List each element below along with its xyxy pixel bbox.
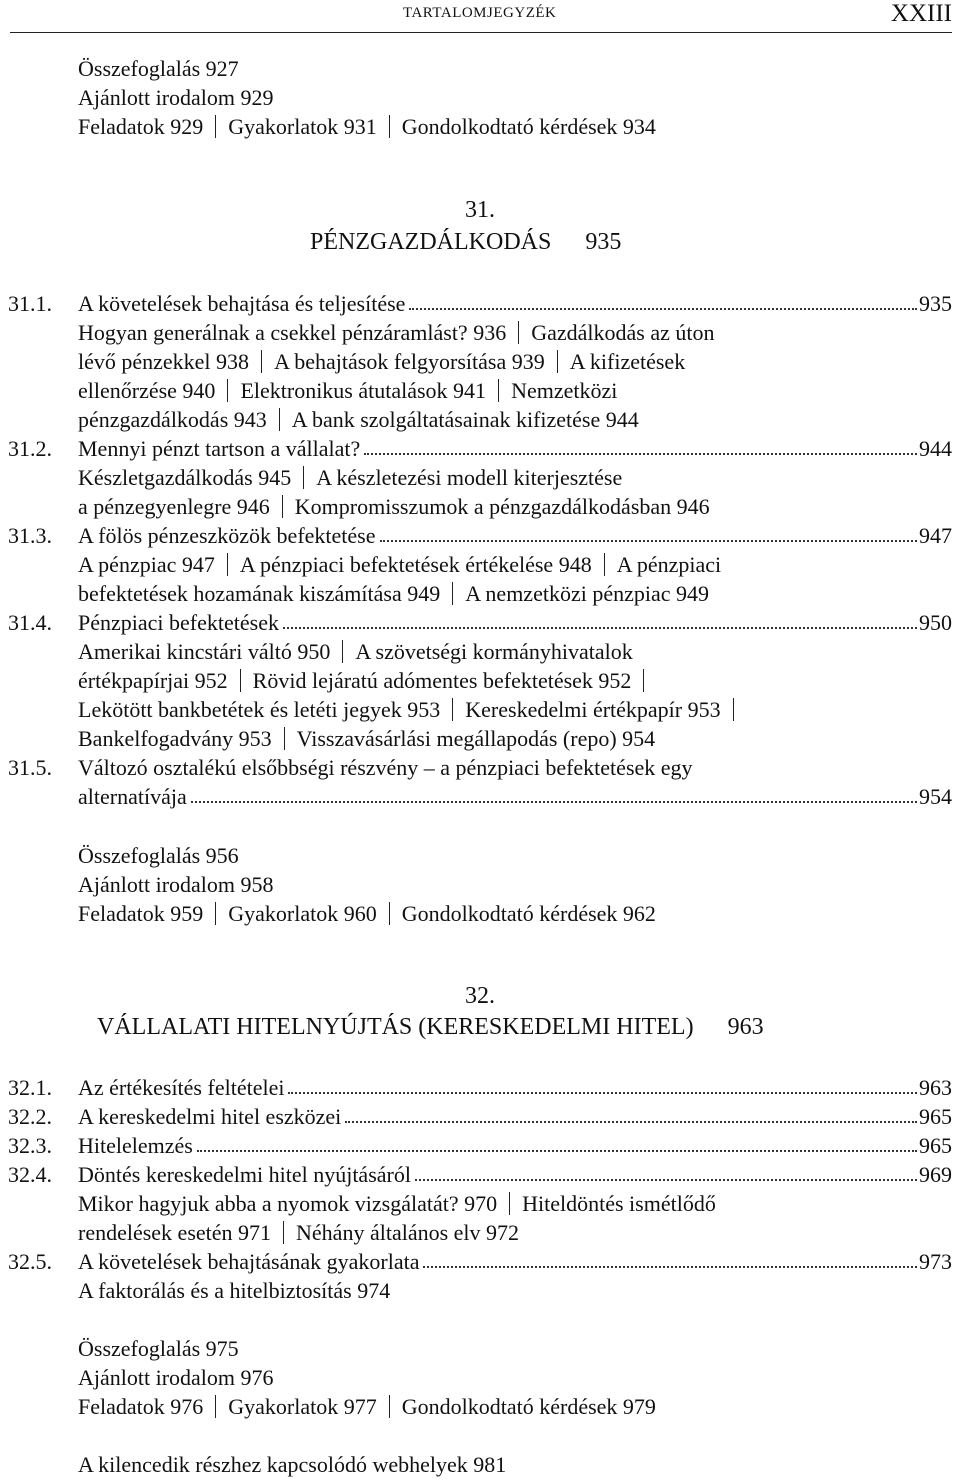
chapter-title bbox=[310, 229, 621, 256]
reading-line: Ajánlott irodalom 976 bbox=[78, 1365, 274, 1390]
subtopics-line bbox=[78, 1189, 716, 1218]
section-title: Az értékesítés feltételei bbox=[78, 1075, 285, 1100]
subtopic: rendelések esetén 971 bbox=[78, 1220, 272, 1245]
subtopic: Gazdálkodás az úton bbox=[531, 320, 715, 345]
separator bbox=[509, 1192, 510, 1215]
chapter-number: 31. bbox=[465, 197, 495, 223]
dot-leader bbox=[380, 521, 918, 542]
dot-leader bbox=[409, 289, 917, 310]
subtopics-line bbox=[78, 666, 656, 695]
exercises-line bbox=[78, 1392, 656, 1421]
dot-leader bbox=[415, 1160, 917, 1181]
subtopic: Lekötött bankbetétek és letéti jegyek 953 bbox=[78, 697, 441, 722]
separator bbox=[303, 466, 304, 489]
questions: Gondolkodtató kérdések 934 bbox=[401, 114, 656, 139]
subtopic: A pénzpiaci bbox=[616, 552, 722, 577]
dot-leader bbox=[191, 782, 917, 803]
separator bbox=[498, 379, 499, 402]
questions: Gondolkodtató kérdések 979 bbox=[401, 1394, 656, 1419]
page-number: XXIII bbox=[890, 0, 952, 27]
header-rule bbox=[10, 32, 952, 33]
chapter-title-text: PÉNZGAZDÁLKODÁS bbox=[310, 229, 552, 255]
section-title: Változó osztalékú elsőbbségi részvény – a pénzpiaci befektetések egy bbox=[78, 755, 693, 780]
dot-leader bbox=[423, 1247, 917, 1268]
dot-leader bbox=[345, 1102, 917, 1123]
toc-entry-31-4[interactable] bbox=[8, 608, 952, 637]
section-page: 973 bbox=[919, 1249, 952, 1274]
subtopics-line: A faktorálás és a hitelbiztosítás 974 bbox=[78, 1278, 391, 1303]
separator bbox=[282, 495, 283, 518]
subtopics-line bbox=[78, 579, 709, 608]
subtopics-line bbox=[78, 550, 721, 579]
subtopic: A készletezési modell kiterjesztése bbox=[316, 465, 623, 490]
subtopics-line bbox=[78, 1218, 519, 1247]
subtopics-line bbox=[78, 347, 685, 376]
practice: Gyakorlatok 931 bbox=[228, 114, 377, 139]
subtopic: ellenőrzése 940 bbox=[78, 378, 216, 403]
toc-entry-32-3[interactable] bbox=[8, 1131, 952, 1160]
separator bbox=[283, 1221, 284, 1244]
toc-entry-32-1[interactable] bbox=[8, 1073, 952, 1102]
chapter-number: 32. bbox=[465, 983, 495, 1009]
separator bbox=[342, 640, 343, 663]
separator bbox=[604, 553, 605, 576]
exercises: Feladatok 929 bbox=[78, 114, 204, 139]
section-title: A követelések behajtásának gyakorlata bbox=[78, 1249, 420, 1274]
toc-entry-32-2[interactable] bbox=[8, 1102, 952, 1131]
separator bbox=[240, 669, 241, 692]
section-title: A követelések behajtása és teljesítése bbox=[78, 291, 406, 316]
chapter-page: 963 bbox=[727, 1014, 764, 1040]
separator bbox=[518, 321, 519, 344]
subtopic: A pénzpiaci befektetések értékelése 948 bbox=[239, 552, 592, 577]
summary-line: Összefoglalás 956 bbox=[78, 843, 239, 868]
section-number: 31.2. bbox=[8, 436, 52, 461]
subtopics-line bbox=[78, 724, 655, 753]
subtopic: Nemzetközi bbox=[511, 378, 618, 403]
separator bbox=[389, 115, 390, 138]
chapter-page: 935 bbox=[585, 229, 622, 255]
subtopic: Kereskedelmi értékpapír 953 bbox=[465, 697, 721, 722]
subtopic: Visszavásárlási megállapodás (repo) 954 bbox=[296, 726, 656, 751]
subtopic: A kifizetések bbox=[569, 349, 686, 374]
separator bbox=[215, 902, 216, 925]
running-title: TARTALOMJEGYZÉK bbox=[403, 5, 557, 21]
toc-entry-31-3[interactable] bbox=[8, 521, 952, 550]
section-title: A fölös pénzeszközök befektetése bbox=[78, 523, 376, 548]
reading-line: Ajánlott irodalom 958 bbox=[78, 872, 274, 897]
section-page: 950 bbox=[919, 610, 952, 635]
exercises-line bbox=[78, 112, 656, 141]
separator bbox=[215, 115, 216, 138]
subtopic: lévő pénzekkel 938 bbox=[78, 349, 250, 374]
section-number: 32.2. bbox=[8, 1104, 52, 1129]
section-number: 31.3. bbox=[8, 523, 52, 548]
separator bbox=[557, 350, 558, 373]
websites-line: A kilencedik részhez kapcsolódó webhelyek 981 bbox=[78, 1452, 507, 1477]
questions: Gondolkodtató kérdések 962 bbox=[401, 901, 656, 926]
separator bbox=[227, 379, 228, 402]
section-page: 947 bbox=[919, 523, 952, 548]
section-number: 31.5. bbox=[8, 755, 52, 780]
subtopic: pénzgazdálkodás 943 bbox=[78, 407, 267, 432]
toc-entry-32-5[interactable] bbox=[8, 1247, 952, 1276]
subtopic: A szövetségi kormányhivatalok bbox=[355, 639, 633, 664]
subtopic: Elektronikus átutalások 941 bbox=[240, 378, 487, 403]
subtopics-line bbox=[78, 318, 714, 347]
exercises: Feladatok 959 bbox=[78, 901, 204, 926]
section-title: A kereskedelmi hitel eszközei bbox=[78, 1104, 342, 1129]
section-page: 944 bbox=[919, 436, 952, 461]
exercises-line bbox=[78, 899, 656, 928]
section-page: 969 bbox=[919, 1162, 952, 1187]
subtopics-line bbox=[78, 637, 633, 666]
toc-entry-31-2[interactable] bbox=[8, 434, 952, 463]
separator bbox=[452, 698, 453, 721]
section-page: 935 bbox=[919, 291, 952, 316]
section-number: 32.4. bbox=[8, 1162, 52, 1187]
subtopic: A behajtások felgyorsítása 939 bbox=[274, 349, 545, 374]
dot-leader bbox=[197, 1131, 917, 1152]
subtopic: értékpapírjai 952 bbox=[78, 668, 228, 693]
toc-entry-31-5-cont[interactable] bbox=[78, 782, 952, 811]
subtopic: befektetések hozamának kiszámítása 949 bbox=[78, 581, 441, 606]
section-number: 31.1. bbox=[8, 291, 52, 316]
separator bbox=[284, 727, 285, 750]
section-number: 32.3. bbox=[8, 1133, 52, 1158]
practice: Gyakorlatok 960 bbox=[228, 901, 377, 926]
page-header bbox=[0, 0, 960, 34]
subtopics-line bbox=[78, 405, 639, 434]
subtopics-line bbox=[78, 492, 710, 521]
toc-entry-31-1[interactable] bbox=[8, 289, 952, 318]
section-number: 32.1. bbox=[8, 1075, 52, 1100]
separator bbox=[389, 1395, 390, 1418]
subtopic: Készletgazdálkodás 945 bbox=[78, 465, 292, 490]
subtopic: Hogyan generálnak a csekkel pénzáramlást? 936 bbox=[78, 320, 507, 345]
dot-leader bbox=[288, 1073, 917, 1094]
section-number: 31.4. bbox=[8, 610, 52, 635]
subtopic: A bank szolgáltatásainak kifizetése 944 bbox=[291, 407, 639, 432]
section-page: 963 bbox=[919, 1075, 952, 1100]
section-page: 954 bbox=[919, 784, 952, 809]
separator bbox=[643, 669, 644, 692]
section-title: Mennyi pénzt tartson a vállalat? bbox=[78, 436, 361, 461]
summary-line: Összefoglalás 927 bbox=[78, 56, 239, 81]
subtopic: a pénzegyenlegre 946 bbox=[78, 494, 270, 519]
subtopic: Kompromisszumok a pénzgazdálkodásban 946 bbox=[294, 494, 710, 519]
summary-line: Összefoglalás 975 bbox=[78, 1336, 239, 1361]
subtopic: Hiteldöntés ismétlődő bbox=[522, 1191, 716, 1216]
separator bbox=[733, 698, 734, 721]
toc-entry-31-5[interactable] bbox=[8, 753, 952, 782]
separator bbox=[279, 408, 280, 431]
subtopics-line bbox=[78, 463, 622, 492]
subtopic: Rövid lejáratú adómentes befektetések 952 bbox=[252, 668, 632, 693]
chapter-title bbox=[97, 1014, 764, 1041]
subtopic: A nemzetközi pénzpiac 949 bbox=[465, 581, 709, 606]
toc-entry-32-4[interactable] bbox=[8, 1160, 952, 1189]
dot-leader bbox=[283, 608, 917, 629]
reading-line: Ajánlott irodalom 929 bbox=[78, 85, 274, 110]
separator bbox=[261, 350, 262, 373]
exercises: Feladatok 976 bbox=[78, 1394, 204, 1419]
subtopic: A pénzpiac 947 bbox=[78, 552, 215, 577]
dot-leader bbox=[364, 434, 917, 455]
section-page: 965 bbox=[919, 1133, 952, 1158]
section-title-cont: alternatívája bbox=[78, 784, 187, 809]
section-title: Pénzpiaci befektetések bbox=[78, 610, 279, 635]
subtopic: Néhány általános elv 972 bbox=[296, 1220, 520, 1245]
separator bbox=[227, 553, 228, 576]
chapter-title-text: VÁLLALATI HITELNYÚJTÁS (KERESKEDELMI HITEL) bbox=[97, 1014, 694, 1040]
subtopics-line bbox=[78, 376, 617, 405]
subtopic: Bankelfogadvány 953 bbox=[78, 726, 272, 751]
separator bbox=[452, 582, 453, 605]
subtopics-line bbox=[78, 695, 746, 724]
practice: Gyakorlatok 977 bbox=[228, 1394, 377, 1419]
separator bbox=[389, 902, 390, 925]
section-title: Hitelelemzés bbox=[78, 1133, 193, 1158]
subtopic: Mikor hagyjuk abba a nyomok vizsgálatát? 970 bbox=[78, 1191, 498, 1216]
separator bbox=[215, 1395, 216, 1418]
section-number: 32.5. bbox=[8, 1249, 52, 1274]
subtopic: Amerikai kincstári váltó 950 bbox=[78, 639, 331, 664]
section-page: 965 bbox=[919, 1104, 952, 1129]
section-title: Döntés kereskedelmi hitel nyújtásáról bbox=[78, 1162, 411, 1187]
